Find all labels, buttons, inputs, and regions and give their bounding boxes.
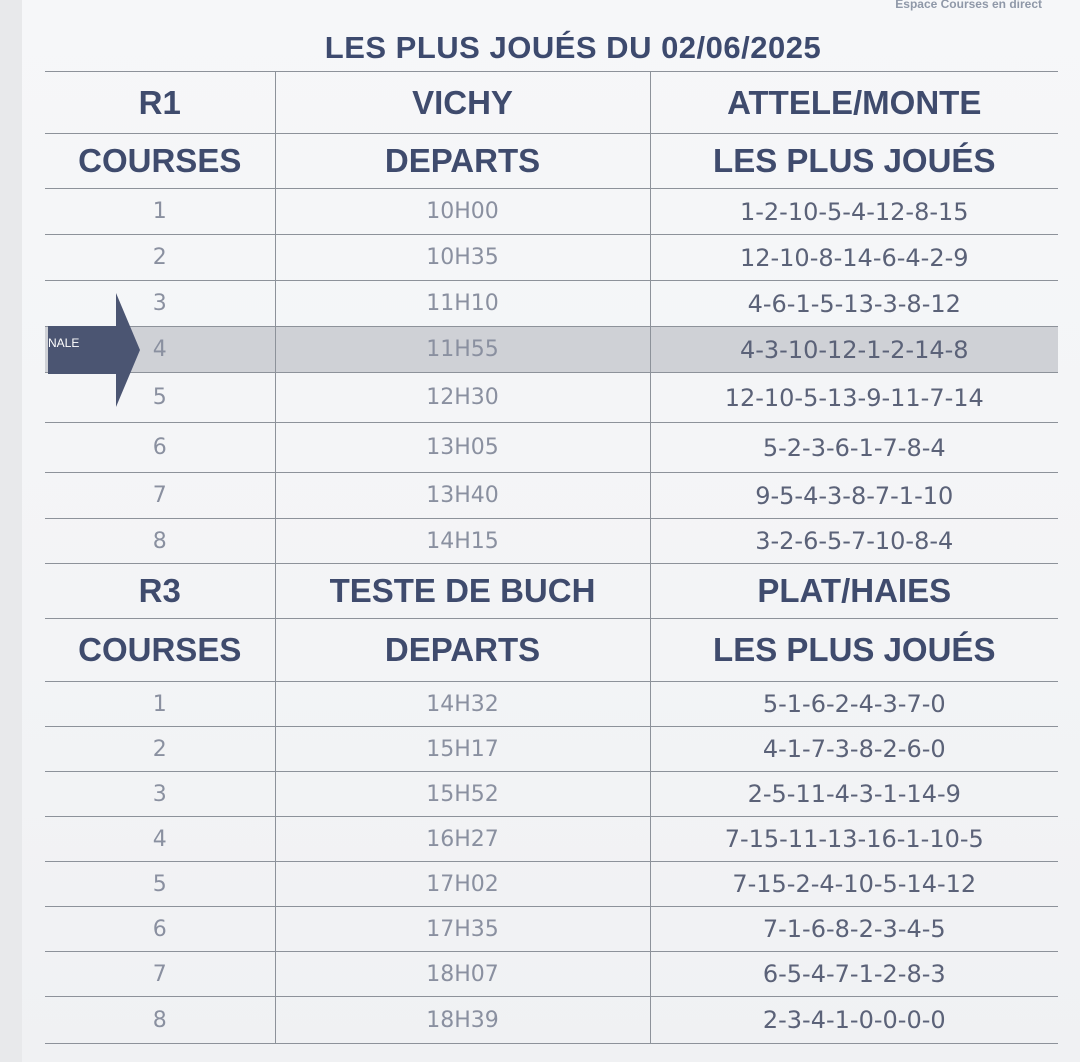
arrow-marker-icon bbox=[48, 293, 140, 407]
table-row bbox=[45, 862, 1058, 907]
course-number: 7 bbox=[45, 473, 275, 519]
discipline-label: PLAT/HAIES bbox=[650, 564, 1058, 619]
depart-time: 10H35 bbox=[275, 235, 650, 281]
course-number: 1 bbox=[45, 682, 275, 727]
combination: 4-6-1-5-13-3-8-12 bbox=[650, 281, 1058, 327]
table-row-highlighted bbox=[45, 327, 1058, 373]
table-row bbox=[45, 727, 1058, 772]
column-header-row bbox=[45, 619, 1058, 682]
table-row bbox=[45, 907, 1058, 952]
depart-time: 15H52 bbox=[275, 772, 650, 817]
depart-time: 17H35 bbox=[275, 907, 650, 952]
combination: 5-1-6-2-4-3-7-0 bbox=[650, 682, 1058, 727]
venue-label: TESTE DE BUCH bbox=[275, 564, 650, 619]
course-number: 8 bbox=[45, 519, 275, 564]
col-plus-joues-header: LES PLUS JOUÉS bbox=[650, 619, 1058, 682]
course-number: 3 bbox=[45, 281, 275, 327]
col-courses-header: COURSES bbox=[45, 134, 275, 189]
table-row bbox=[45, 423, 1058, 473]
col-plus-joues-header: LES PLUS JOUÉS bbox=[650, 134, 1058, 189]
combination: 2-5-11-4-3-1-14-9 bbox=[650, 772, 1058, 817]
table-row bbox=[45, 519, 1058, 564]
reunion-label: R3 bbox=[45, 564, 275, 619]
table-row bbox=[45, 189, 1058, 235]
combination: 9-5-4-3-8-7-1-10 bbox=[650, 473, 1058, 519]
brand-text: Espace Courses en direct bbox=[895, 0, 1042, 11]
course-number: 5 bbox=[45, 373, 275, 423]
venue-label: VICHY bbox=[275, 72, 650, 134]
combination: 7-1-6-8-2-3-4-5 bbox=[650, 907, 1058, 952]
combination: 6-5-4-7-1-2-8-3 bbox=[650, 952, 1058, 997]
depart-time: 16H27 bbox=[275, 817, 650, 862]
reunion-label: R1 bbox=[45, 72, 275, 134]
table-row bbox=[45, 772, 1058, 817]
depart-time: 10H00 bbox=[275, 189, 650, 235]
depart-time: 18H07 bbox=[275, 952, 650, 997]
combination: 12-10-5-13-9-11-7-14 bbox=[650, 373, 1058, 423]
course-number: 2 bbox=[45, 727, 275, 772]
discipline-label: ATTELE/MONTE bbox=[650, 72, 1058, 134]
page-title: LES PLUS JOUÉS DU 02/06/2025 bbox=[324, 30, 822, 65]
course-number: 8 bbox=[45, 997, 275, 1044]
course-number: 7 bbox=[45, 952, 275, 997]
depart-time: 15H17 bbox=[275, 727, 650, 772]
table-row bbox=[45, 817, 1058, 862]
combination: 5-2-3-6-1-7-8-4 bbox=[650, 423, 1058, 473]
course-number: 6 bbox=[45, 907, 275, 952]
depart-time: 14H32 bbox=[275, 682, 650, 727]
col-departs-header: DEPARTS bbox=[275, 619, 650, 682]
section-header-row bbox=[45, 72, 1058, 134]
column-header-row bbox=[45, 134, 1058, 189]
table-row bbox=[45, 235, 1058, 281]
combination: 2-3-4-1-0-0-0-0 bbox=[650, 997, 1058, 1044]
table-row bbox=[45, 682, 1058, 727]
section-header-row bbox=[45, 564, 1058, 619]
course-number: 6 bbox=[45, 423, 275, 473]
combination: 12-10-8-14-6-4-2-9 bbox=[650, 235, 1058, 281]
combination: 4-3-10-12-1-2-14-8 bbox=[650, 327, 1058, 373]
depart-time: 13H40 bbox=[275, 473, 650, 519]
depart-time: 11H55 bbox=[275, 327, 650, 373]
table-row bbox=[45, 281, 1058, 327]
course-number: 5 bbox=[45, 862, 275, 907]
depart-time: 18H39 bbox=[275, 997, 650, 1044]
table-row bbox=[45, 952, 1058, 997]
depart-time: 13H05 bbox=[275, 423, 650, 473]
course-number: 2 bbox=[45, 235, 275, 281]
course-number: 1 bbox=[45, 189, 275, 235]
schedule-table bbox=[45, 71, 1058, 1044]
depart-time: 17H02 bbox=[275, 862, 650, 907]
depart-time: 14H15 bbox=[275, 519, 650, 564]
combination: 7-15-11-13-16-1-10-5 bbox=[650, 817, 1058, 862]
table-row bbox=[45, 473, 1058, 519]
combination: 1-2-10-5-4-12-8-15 bbox=[650, 189, 1058, 235]
combination: 4-1-7-3-8-2-6-0 bbox=[650, 727, 1058, 772]
table-row bbox=[45, 997, 1058, 1044]
course-number: 4 bbox=[45, 817, 275, 862]
arrow-shape bbox=[48, 293, 140, 407]
arrow-label: NALE bbox=[48, 336, 80, 350]
depart-time: 12H30 bbox=[275, 373, 650, 423]
col-departs-header: DEPARTS bbox=[275, 134, 650, 189]
course-number: 3 bbox=[45, 772, 275, 817]
combination: 7-15-2-4-10-5-14-12 bbox=[650, 862, 1058, 907]
combination: 3-2-6-5-7-10-8-4 bbox=[650, 519, 1058, 564]
depart-time: 11H10 bbox=[275, 281, 650, 327]
course-number: 4 bbox=[45, 327, 275, 373]
col-courses-header: COURSES bbox=[45, 619, 275, 682]
table-row bbox=[45, 373, 1058, 423]
